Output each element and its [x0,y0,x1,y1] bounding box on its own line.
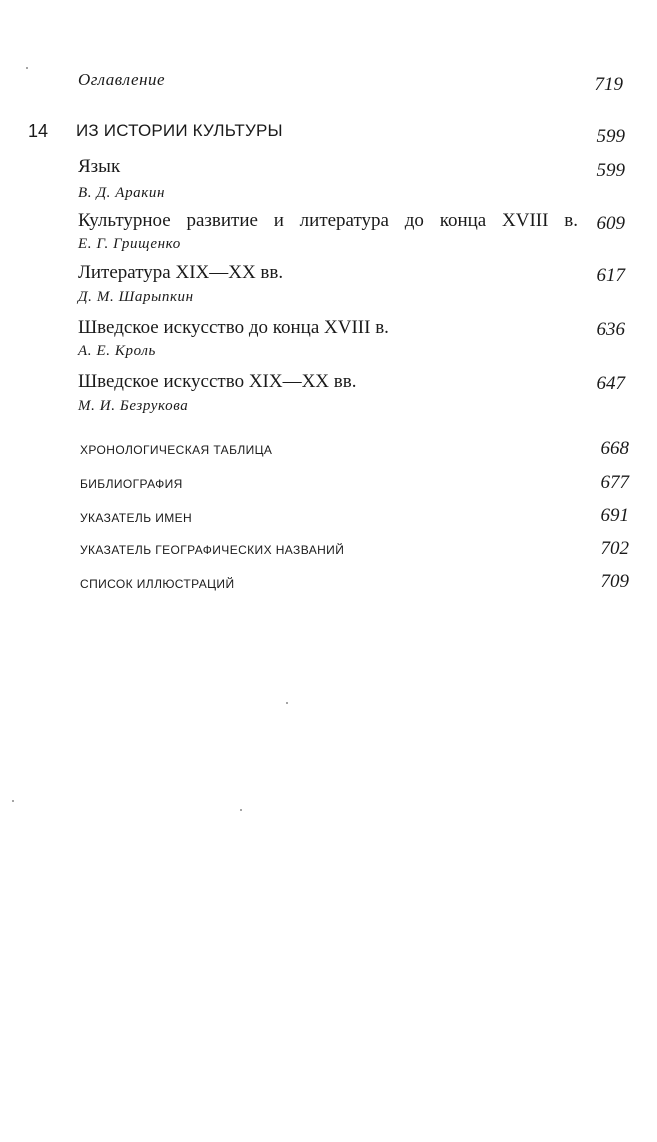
scan-speck [240,809,242,811]
appendix-page: 709 [600,571,629,592]
title-word: развитие [186,210,258,231]
appendix-title: ХРОНОЛОГИЧЕСКАЯ ТАБЛИЦА [80,443,273,457]
section-title: Язык [78,156,121,177]
section-title: Шведское искусство XIX—XX вв. [78,371,357,392]
appendix-title: СПИСОК ИЛЛЮСТРАЦИЙ [80,577,235,591]
section-title: Литература XIX—XX вв. [78,262,284,283]
chapter-page: 599 [596,126,625,147]
title-word: конца [439,210,487,231]
title-word: Культурное [78,210,171,231]
section-page: 609 [596,213,625,234]
appendix-page: 668 [600,438,629,459]
appendix-page: 691 [600,505,629,526]
title-word: XVIII [502,210,549,231]
running-header-page: 719 [594,74,623,95]
appendix-title: УКАЗАТЕЛЬ ИМЕН [80,511,193,525]
section-author: Д. М. Шарыпкин [78,289,194,305]
section-page: 636 [596,319,625,340]
section-author: М. И. Безрукова [78,398,189,414]
appendix-page: 702 [600,538,629,559]
title-word: и [273,210,284,231]
section-author: В. Д. Аракин [78,185,166,201]
appendix-title: УКАЗАТЕЛЬ ГЕОГРАФИЧЕСКИХ НАЗВАНИЙ [80,543,345,557]
section-author: А. Е. Кроль [78,343,156,359]
scan-speck [286,702,288,704]
title-word: до [404,210,424,231]
chapter-number: 14 [28,121,49,141]
title-word: литература [299,210,389,231]
running-header-title: Оглавление [78,70,166,89]
section-page: 617 [596,265,625,286]
section-author: Е. Г. Грищенко [78,236,181,252]
section-title [78,210,578,232]
section-page: 647 [596,373,625,394]
appendix-title: БИБЛИОГРАФИЯ [80,477,183,491]
scan-speck [26,67,28,69]
scan-speck [12,800,14,802]
section-title: Шведское искусство до конца XVIII в. [78,317,389,338]
section-page: 599 [596,160,625,181]
title-word: в. [564,210,578,231]
chapter-title: ИЗ ИСТОРИИ КУЛЬТУРЫ [76,121,283,140]
appendix-page: 677 [600,472,629,493]
